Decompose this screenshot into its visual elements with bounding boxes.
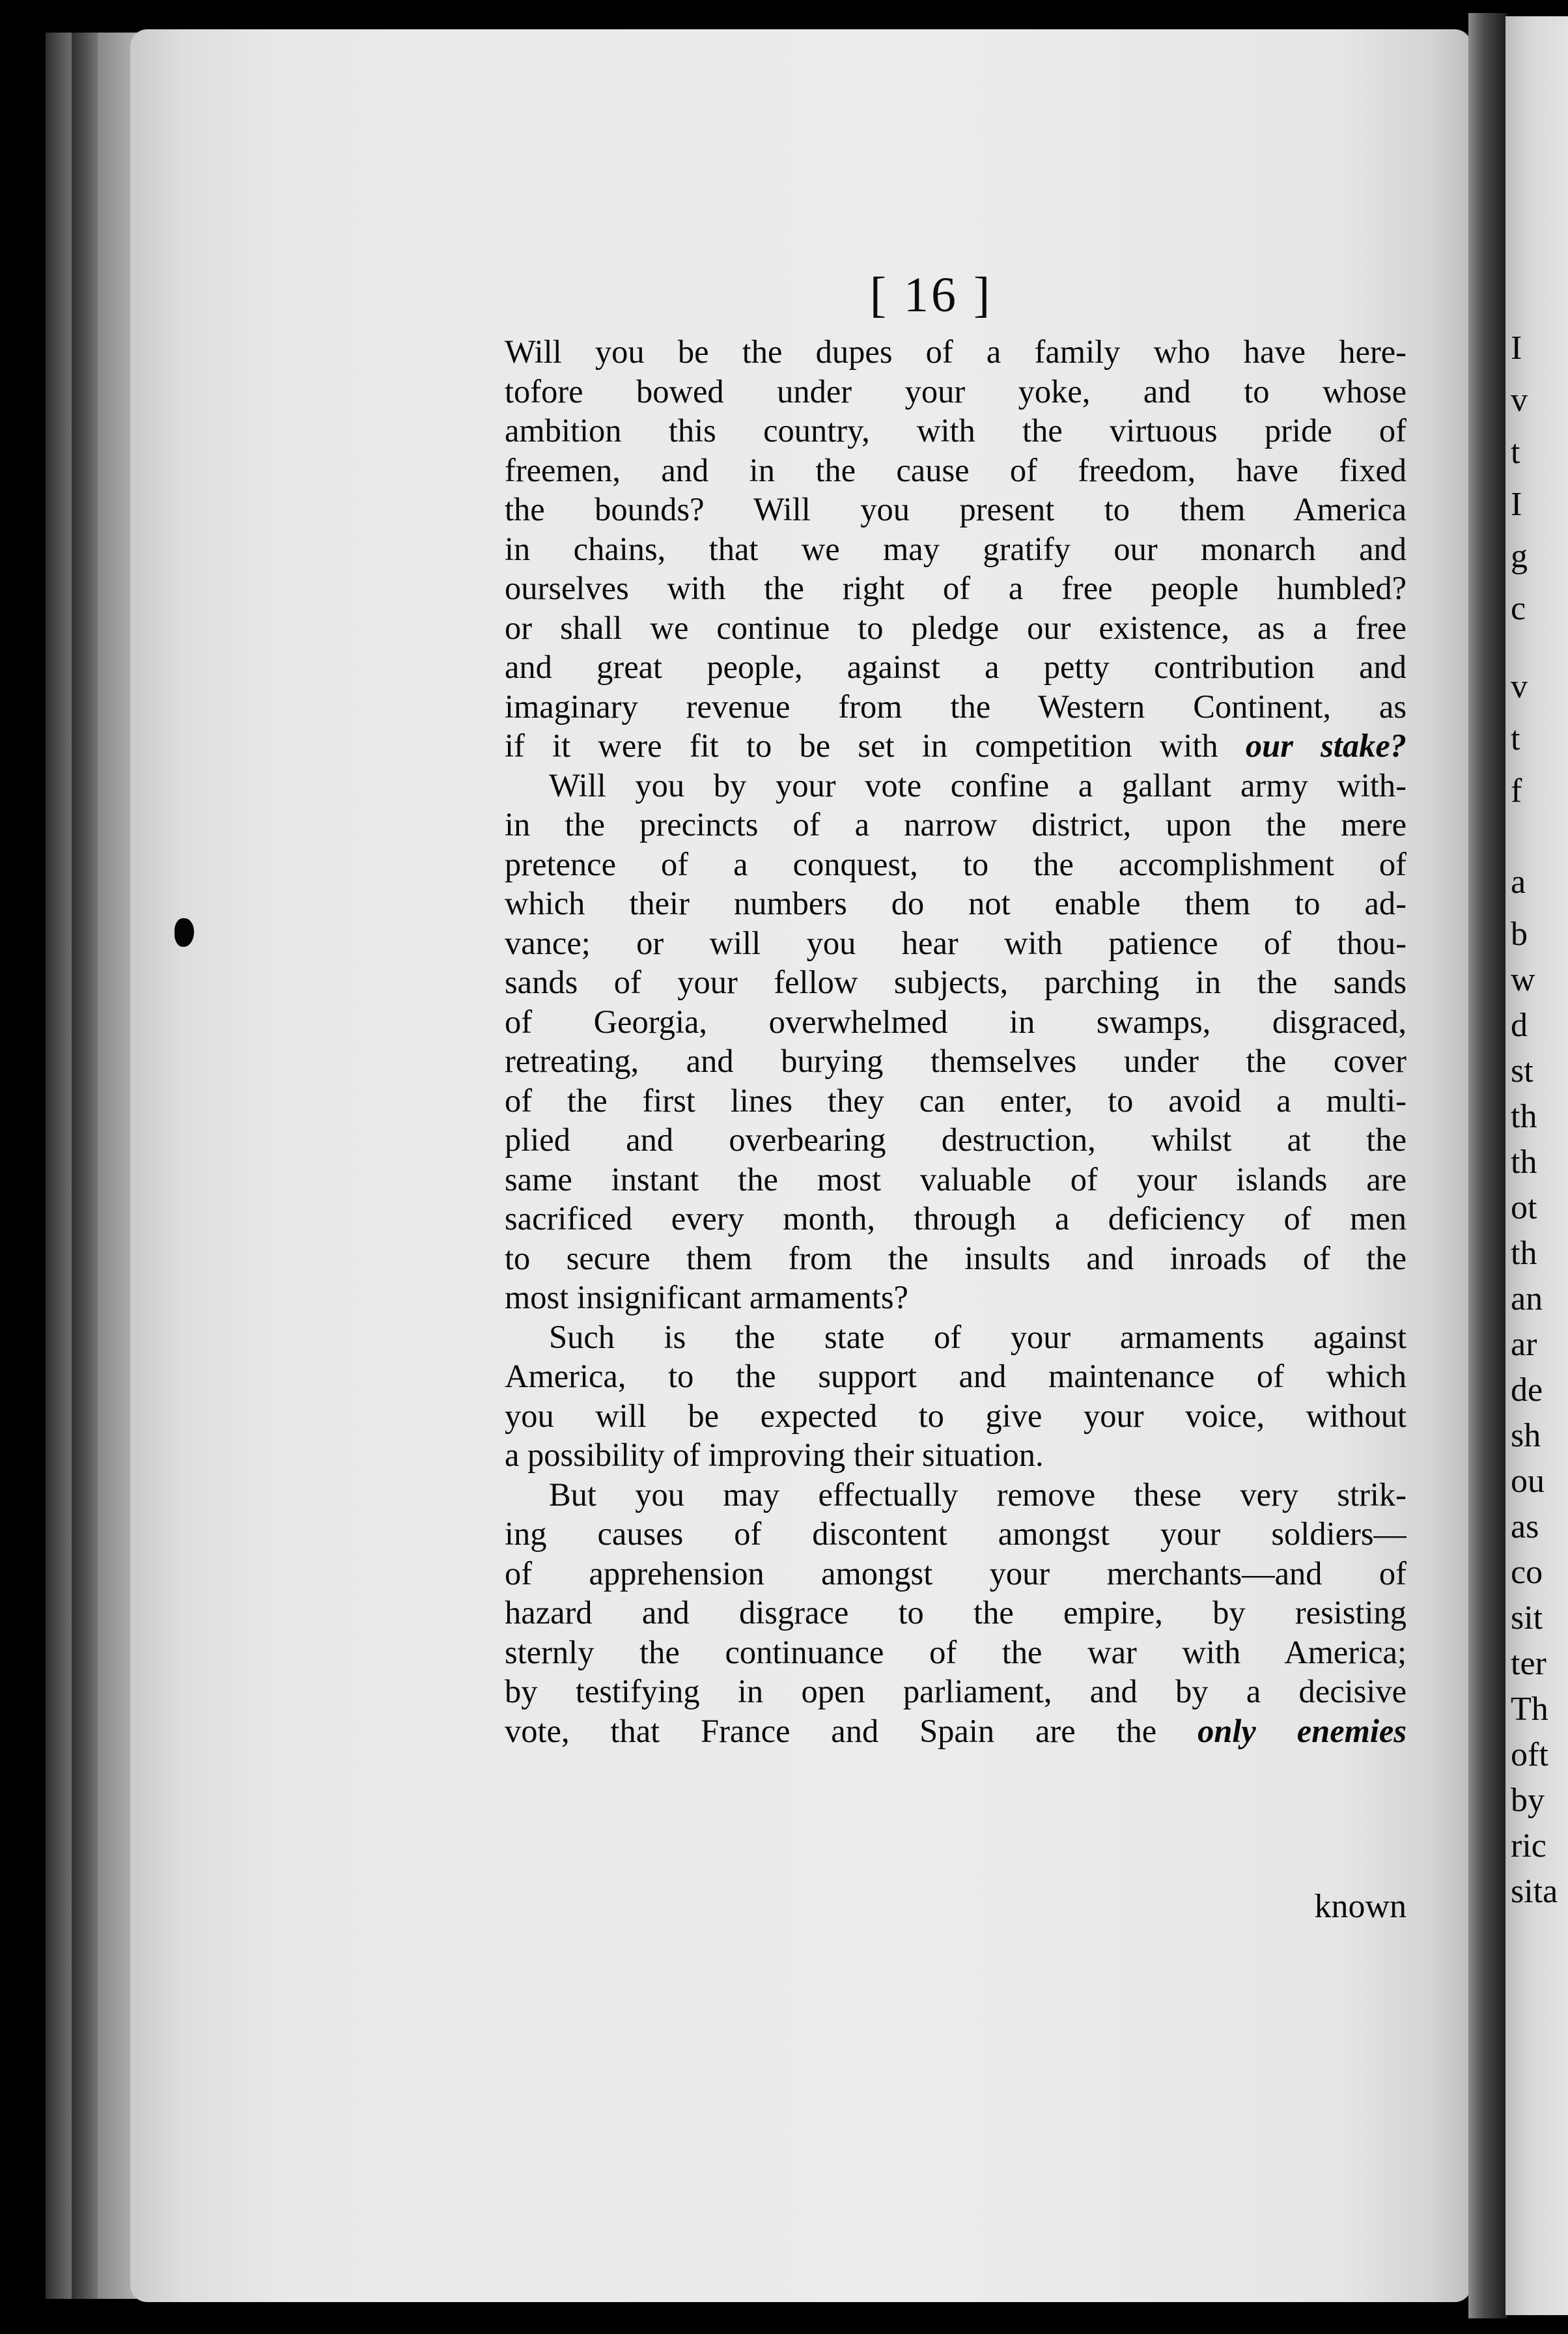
facing-page-fragment: an <box>1511 1280 1543 1317</box>
text-line-content: retreating, and burying themselves under the cover <box>505 1043 1407 1079</box>
text-line <box>505 1120 1407 1160</box>
text-line <box>505 1239 1407 1278</box>
facing-page-fragment: Th <box>1511 1691 1548 1728</box>
text-line <box>505 1633 1407 1672</box>
text-line <box>505 1554 1407 1594</box>
text-line-content: freemen, and in the cause of freedom, have fixed <box>505 451 1407 488</box>
text-line <box>505 1317 1407 1357</box>
text-line <box>505 884 1407 923</box>
text-line-content: to secure them from the insults and inroads of the <box>505 1239 1407 1276</box>
text-line-content: which their numbers do not enable them to ad- <box>505 885 1407 921</box>
text-line <box>505 1672 1407 1711</box>
text-line <box>505 451 1407 490</box>
facing-page-fragment: w <box>1511 961 1535 998</box>
text-line <box>505 490 1407 529</box>
text-line-content: imaginary revenue from the Western Continent, as <box>505 688 1407 725</box>
text-line <box>505 1475 1407 1515</box>
text-line <box>505 647 1407 687</box>
text-line-content: But you may effectually remove these very strik- <box>549 1476 1407 1513</box>
facing-page-fragment: b <box>1511 916 1528 953</box>
text-line-content: sternly the continuance of the war with America; <box>505 1633 1407 1670</box>
facing-page-fragment: by <box>1511 1782 1545 1819</box>
text-line <box>505 1199 1407 1239</box>
text-line-content: most insignificant armaments? <box>505 1279 908 1315</box>
text-line <box>505 963 1407 1002</box>
binding-shadow <box>72 33 98 2299</box>
text-line-content: Will you by your vote confine a gallant army with- <box>549 766 1407 804</box>
facing-page-fragment: oft <box>1511 1736 1548 1773</box>
facing-page-fragment: ter <box>1511 1645 1547 1682</box>
facing-page-fragment: I <box>1511 330 1522 367</box>
text-line <box>505 687 1407 727</box>
text-line <box>505 766 1407 806</box>
text-line <box>505 1160 1407 1200</box>
text-line-content: vance; or will you hear with patience of thou- <box>505 924 1407 961</box>
facing-page-fragment: ou <box>1511 1463 1545 1500</box>
text-line-content: a possibility of improving their situation. <box>505 1437 1044 1473</box>
text-line <box>505 1514 1407 1554</box>
text-line <box>505 1041 1407 1081</box>
facing-page-fragment: v <box>1511 668 1528 705</box>
text-line-content: America, to the support and maintenance of which <box>505 1358 1407 1394</box>
text-line-content: plied and overbearing destruction, whilst at the <box>505 1121 1407 1158</box>
text-line <box>505 1435 1407 1475</box>
text-line-content: tofore bowed under your yoke, and to whose <box>505 373 1407 410</box>
facing-page-fragment: a <box>1511 864 1526 901</box>
text-line <box>505 569 1407 608</box>
facing-page-fragment: co <box>1511 1554 1543 1591</box>
facing-page-fragment: sita <box>1511 1873 1558 1910</box>
facing-page-fragment: as <box>1511 1508 1539 1545</box>
facing-page-fragments <box>1505 16 1568 2315</box>
facing-page-fragment: sit <box>1511 1599 1543 1637</box>
text-line <box>505 726 1407 766</box>
text-line <box>505 1357 1407 1396</box>
text-line-content: ambition this country, with the virtuous pride of <box>505 412 1407 449</box>
text-line-content: ing causes of discontent amongst your soldiers— <box>505 1515 1407 1552</box>
text-line <box>505 411 1407 451</box>
text-line <box>505 923 1407 963</box>
facing-page-fragment: sh <box>1511 1417 1541 1454</box>
text-line <box>505 1002 1407 1042</box>
text-line-content: by testifying in open parliament, and by a decisive <box>505 1673 1407 1709</box>
text-line-content: Such is the state of your armaments against <box>549 1318 1407 1355</box>
text-line <box>505 1278 1407 1317</box>
page-number: [ 16 ] <box>869 268 993 322</box>
text-line-content: sands of your fellow subjects, parching in the sands <box>505 964 1407 1000</box>
facing-page-fragment: ar <box>1511 1326 1537 1363</box>
facing-page-fragment: t <box>1511 720 1520 757</box>
facing-page-fragment: th <box>1511 1144 1537 1181</box>
facing-page-fragment: ot <box>1511 1189 1537 1226</box>
text-line-content: pretence of a conquest, to the accomplishment of <box>505 845 1407 882</box>
text-line-content: in the precincts of a narrow district, upon the mere <box>505 806 1407 843</box>
text-line-content: of Georgia, overwhelmed in swamps, disgraced, <box>505 1003 1407 1040</box>
facing-page-fragment: th <box>1511 1098 1537 1135</box>
facing-page-fragment: c <box>1511 590 1526 627</box>
text-line-content: Will you be the dupes of a family who have here- <box>505 333 1407 370</box>
text-line-content: of apprehension amongst your merchants—and of <box>505 1554 1407 1592</box>
text-line <box>505 1081 1407 1121</box>
text-line <box>505 529 1407 569</box>
facing-page-fragment: f <box>1511 772 1522 809</box>
italic-phrase: our stake? <box>1245 727 1407 764</box>
facing-page-fragment: st <box>1511 1052 1533 1090</box>
facing-page-fragment: v <box>1511 382 1528 419</box>
facing-page-fragment: d <box>1511 1007 1528 1044</box>
text-line-content: same instant the most valuable of your islands are <box>505 1160 1407 1198</box>
text-line-content: if it were fit to be set in competition with <box>505 727 1218 764</box>
text-line <box>505 1593 1407 1633</box>
catchword: known <box>1314 1888 1407 1925</box>
facing-page-fragment: ric <box>1511 1827 1547 1864</box>
text-line-content: and great people, against a petty contribution and <box>505 649 1407 685</box>
facing-page-fragment: I <box>1511 486 1522 523</box>
text-line-content: you will be expected to give your voice, without <box>505 1397 1407 1434</box>
text-line-content: in chains, that we may gratify our monarch and <box>505 530 1407 567</box>
text-line-content: sacrificed every month, through a deficiency of men <box>505 1200 1407 1237</box>
facing-page-edge <box>1505 16 1568 2315</box>
text-line <box>505 845 1407 884</box>
book-gutter <box>1468 13 1507 2318</box>
body-text <box>505 332 1407 1750</box>
text-line <box>505 1396 1407 1436</box>
text-line <box>505 805 1407 845</box>
text-line <box>505 332 1407 372</box>
facing-page-fragment: th <box>1511 1235 1537 1272</box>
text-line-content: of the first lines they can enter, to avoid a multi- <box>505 1082 1407 1119</box>
text-line <box>505 372 1407 412</box>
facing-page-fragment: g <box>1511 538 1528 575</box>
text-line-content: hazard and disgrace to the empire, by resisting <box>505 1594 1407 1631</box>
text-line <box>505 608 1407 648</box>
text-line <box>505 1711 1407 1751</box>
text-line-content: or shall we continue to pledge our existence, as a free <box>505 609 1407 646</box>
facing-page-fragment: t <box>1511 434 1520 471</box>
text-line-content: ourselves with the right of a free people humbled? <box>505 570 1407 606</box>
text-line-content: the bounds? Will you present to them America <box>505 491 1407 527</box>
facing-page-fragment: de <box>1511 1371 1543 1409</box>
italic-phrase: only enemies <box>1197 1712 1407 1749</box>
text-line-content: vote, that France and Spain are the <box>505 1712 1157 1749</box>
